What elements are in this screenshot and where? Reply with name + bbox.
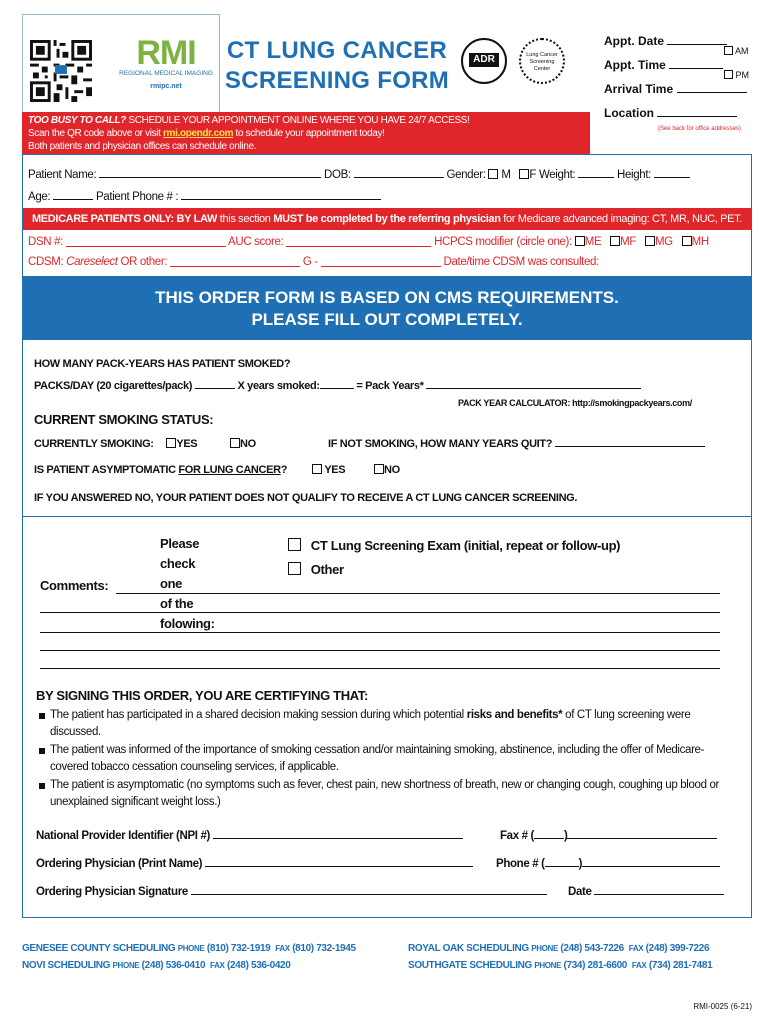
title-line-2: SCREENING FORM <box>224 67 450 94</box>
date-row <box>568 886 724 898</box>
genesee-phone-word: PHONE <box>177 944 205 953</box>
comments-line-2[interactable] <box>40 612 720 613</box>
gender-f-label: F <box>529 169 537 181</box>
g-field[interactable] <box>321 256 441 267</box>
title-line-1: CT LUNG CANCER <box>226 37 448 64</box>
npi-label: National Provider Identifier (NPI #) <box>36 830 210 842</box>
certify-list <box>36 707 736 811</box>
physician-name-label: Ordering Physician (Print Name) <box>36 858 203 870</box>
order-options <box>288 534 620 582</box>
patient-phone-field[interactable] <box>181 199 381 200</box>
patient-name-field[interactable] <box>99 177 321 178</box>
southgate-label: SOUTHGATE SCHEDULING <box>408 960 532 971</box>
medicare-bar-mid: this section <box>217 213 274 225</box>
years-quit-field[interactable] <box>555 446 705 447</box>
dsn-label: DSN #: <box>28 236 63 248</box>
cms-line-2: PLEASE FILL OUT COMPLETELY. <box>251 310 523 329</box>
appt-time-label: Appt. Time <box>604 58 666 72</box>
certify-item <box>50 707 736 741</box>
royal-phone-word: PHONE <box>531 944 558 953</box>
certify-item-1-bold: risks and benefits* <box>466 709 563 721</box>
genesee-label: GENESEE COUNTY SCHEDULING <box>22 943 176 954</box>
royal-phone[interactable]: (248) 543-7226 <box>560 943 624 954</box>
footer-royal-oak <box>408 940 709 957</box>
hcpcs-mg-checkbox[interactable] <box>645 236 655 246</box>
section-divider <box>23 516 751 517</box>
banner-busy-rest: SCHEDULE YOUR APPOINTMENT ONLINE WHERE YOU HAVE 24/7 ACCESS! <box>125 115 470 126</box>
appt-date-label: Appt. Date <box>604 34 664 48</box>
appointment-block <box>604 34 754 130</box>
appt-time-field[interactable] <box>669 68 723 69</box>
physician-name-field[interactable] <box>205 866 473 867</box>
location-note: (See back for office addresses) <box>658 126 741 132</box>
banner-line-2 <box>28 127 584 140</box>
southgate-fax: (734) 281-7481 <box>648 960 713 971</box>
patient-name-label: Patient Name: <box>28 169 97 181</box>
option-ct-screening-label: CT Lung Screening Exam (initial, repeat or follow-up) <box>310 538 621 553</box>
pack-years-question: HOW MANY PACK-YEARS HAS PATIENT SMOKED? <box>34 358 291 370</box>
southgate-phone[interactable]: (734) 281-6600 <box>563 960 627 971</box>
novi-fax: (248) 536-0420 <box>226 960 291 971</box>
cdsm-pre: CDSM: <box>28 256 67 268</box>
weight-field[interactable] <box>578 177 614 178</box>
cms-line-1: THIS ORDER FORM IS BASED ON CMS REQUIREMENTS. <box>155 288 619 307</box>
weight-label: Weight: <box>538 169 576 181</box>
comments-line-4[interactable] <box>40 650 720 651</box>
cdsm-careselect: Careselect <box>66 256 118 268</box>
signature-label: Ordering Physician Signature <box>36 886 188 898</box>
cdsm-field[interactable] <box>170 256 300 267</box>
currently-smoking-row <box>34 438 256 450</box>
gender-m-checkbox[interactable] <box>488 169 498 179</box>
certify-item-3: The patient is asymptomatic (no symptoms such as fever, chest pain, new shortness of breath, new or changing cough, coughing up blood or unexplained significant weight loss.) <box>50 779 719 808</box>
age-field[interactable] <box>53 199 93 200</box>
g-label: G - <box>302 256 318 268</box>
cms-banner <box>23 276 751 340</box>
schedule-online-link[interactable]: rmi.opendr.com <box>163 128 234 139</box>
hcpcs-label: HCPCS modifier (circle one): <box>434 236 572 248</box>
certify-heading: BY SIGNING THIS ORDER, YOU ARE CERTIFYING THAT: <box>36 688 368 703</box>
dob-field[interactable] <box>354 177 444 178</box>
fax-area-field[interactable] <box>534 838 564 839</box>
smoking-yes-label: YES <box>176 438 198 450</box>
years-smoked-label: X years smoked: <box>237 380 320 392</box>
hcpcs-mf-label: MF <box>620 236 637 248</box>
pm-label: PM <box>735 70 750 80</box>
lung-screening-badge-icon <box>519 38 565 84</box>
pack-years-field[interactable] <box>426 388 641 389</box>
fax-field[interactable] <box>567 838 717 839</box>
medicare-bar-post: for Medicare advanced imaging: CT, MR, NUC, PET. <box>500 213 743 225</box>
qr-code-icon[interactable] <box>30 40 92 102</box>
gender-f-checkbox[interactable] <box>519 169 529 179</box>
smoking-no-checkbox[interactable] <box>230 438 240 448</box>
certification <box>36 688 736 812</box>
southgate-phone-word: PHONE <box>534 961 562 970</box>
novi-phone-word: PHONE <box>112 961 140 970</box>
southgate-fax-word: FAX <box>631 961 647 970</box>
certify-item <box>50 777 736 811</box>
patient-row-1 <box>28 164 690 186</box>
dsn-field[interactable] <box>66 236 226 247</box>
option-ct-screening[interactable] <box>288 534 620 558</box>
footer-genesee <box>22 940 356 957</box>
certify-item <box>50 742 736 776</box>
signature-row <box>36 886 547 898</box>
age-label: Age: <box>28 191 51 203</box>
asymptomatic-post: ? <box>280 464 288 476</box>
adr-badge-text: ADR <box>469 53 499 67</box>
auc-label: AUC score: <box>228 236 284 248</box>
comments-label: Comments: <box>40 578 109 593</box>
hcpcs-me-checkbox[interactable] <box>575 236 585 246</box>
npi-row <box>36 830 463 842</box>
am-pm-checkboxes <box>724 46 749 94</box>
adr-badge-icon <box>461 38 507 84</box>
medicare-row-1 <box>28 232 748 252</box>
medicare-bar-pre: MEDICARE PATIENTS ONLY: BY LAW <box>31 213 218 225</box>
signature-field[interactable] <box>191 894 547 895</box>
date-label: Date <box>568 886 592 898</box>
footer-novi <box>22 957 290 974</box>
location-label: Location <box>604 106 654 120</box>
arrival-label: Arrival Time <box>604 82 674 96</box>
novi-phone[interactable]: (248) 536-0410 <box>141 960 206 971</box>
genesee-fax: (810) 732-1945 <box>292 943 356 954</box>
rmi-logo <box>116 34 216 100</box>
genesee-fax-word: FAX <box>275 944 290 953</box>
npi-field[interactable] <box>213 838 463 839</box>
check-one-line-1: Please check one <box>160 536 200 591</box>
dob-label: DOB: <box>324 169 351 181</box>
pm-option[interactable] <box>724 70 749 94</box>
certify-item-1-post: of CT lung screening were discussed. <box>50 709 691 738</box>
pack-years-row <box>34 380 641 392</box>
smoking-yes-checkbox[interactable] <box>166 438 176 448</box>
hcpcs-mh-checkbox[interactable] <box>682 236 692 246</box>
comments-row <box>40 578 720 593</box>
banner-scan-post: to schedule your appointment today! <box>233 128 385 139</box>
hcpcs-mg-label: MG <box>654 236 673 248</box>
phone-area-field[interactable] <box>545 866 579 867</box>
hcpcs-me-label: ME <box>584 236 602 248</box>
cdsm-post: OR other: <box>117 256 168 268</box>
years-quit-row <box>328 438 705 450</box>
height-field[interactable] <box>654 177 690 178</box>
genesee-phone[interactable]: (810) 732-1919 <box>206 943 271 954</box>
fax-row: Fax # ( ) <box>500 830 717 842</box>
online-scheduling-banner <box>22 112 590 154</box>
pack-year-calculator-link[interactable]: PACK YEAR CALCULATOR: http://smokingpackyears.com/ <box>458 398 692 408</box>
logo-brand: RMI <box>136 34 196 72</box>
auc-field[interactable] <box>286 236 431 247</box>
packs-day-label: PACKS/DAY (20 cigarettes/pack) <box>34 380 193 392</box>
physician-row <box>36 858 473 870</box>
gender-label: Gender: <box>446 169 486 181</box>
am-option[interactable] <box>724 46 749 70</box>
medicare-banner <box>23 208 751 230</box>
asymptomatic-no-label: NO <box>384 464 400 476</box>
banner-line-1 <box>28 114 584 127</box>
asymptomatic-pre: IS PATIENT ASYMPTOMATIC <box>34 464 179 476</box>
pack-years-label: = Pack Years* <box>356 380 424 392</box>
cdsm-datetime-label: Date/time CDSM was consulted: <box>443 256 599 268</box>
comments-line-5[interactable] <box>40 668 720 669</box>
logo-url[interactable]: rmipc.net <box>150 83 182 90</box>
smoking-no-label: NO <box>240 438 256 450</box>
years-quit-label: IF NOT SMOKING, HOW MANY YEARS QUIT? <box>328 438 553 450</box>
location-field[interactable] <box>657 116 737 117</box>
comments-line-3[interactable] <box>40 632 720 633</box>
footer-southgate <box>408 957 712 974</box>
hcpcs-mf-checkbox[interactable] <box>610 236 620 246</box>
height-label: Height: <box>617 169 652 181</box>
date-field[interactable] <box>594 894 724 895</box>
royal-label: ROYAL OAK SCHEDULING <box>408 943 529 954</box>
am-label: AM <box>735 46 749 56</box>
banner-line-3: Both patients and physician offices can schedule online. <box>28 141 257 152</box>
smoking-status-heading: CURRENT SMOKING STATUS: <box>34 412 214 427</box>
asymptomatic-yes-checkbox[interactable] <box>312 464 322 474</box>
option-other-label: Other <box>310 562 344 577</box>
certify-item-2: The patient was informed of the importance of smoking cessation and/or maintaining smoking, abstinence, including the offer of Medicare-covered tobacco cessation counseling services, if applicable. <box>50 744 705 773</box>
appt-date-field[interactable] <box>667 44 727 45</box>
hcpcs-mh-label: MH <box>691 236 709 248</box>
packs-day-field[interactable] <box>195 388 235 389</box>
royal-fax: (248) 399-7226 <box>645 943 710 954</box>
logo-subtitle: REGIONAL MEDICAL IMAGING <box>119 70 213 77</box>
asymptomatic-no-checkbox[interactable] <box>374 464 384 474</box>
gender-m-label: M <box>501 169 511 181</box>
asymptomatic-row <box>34 464 400 476</box>
novi-fax-word: FAX <box>210 961 225 970</box>
patient-info <box>28 164 690 208</box>
currently-smoking-label: CURRENTLY SMOKING: <box>34 438 154 450</box>
check-one-line-2: of the folowing: <box>160 596 215 631</box>
comments-field[interactable] <box>116 593 720 594</box>
certify-item-1-pre: The patient has participated in a shared decision making session during which potential <box>50 709 467 721</box>
novi-label: NOVI SCHEDULING <box>22 960 111 971</box>
phone-field[interactable] <box>582 866 720 867</box>
patient-row-2 <box>28 186 690 208</box>
phone-row: Phone # ( ) <box>496 858 720 870</box>
asymptomatic-underlined: FOR LUNG CANCER <box>178 464 281 476</box>
banner-busy: TOO BUSY TO CALL? <box>28 115 126 126</box>
lung-badge-text: Lung Cancer Screening Center <box>526 52 558 72</box>
royal-fax-word: FAX <box>628 944 644 953</box>
fax-label: Fax # ( <box>500 830 534 842</box>
not-qualify-notice: IF YOU ANSWERED NO, YOUR PATIENT DOES NOT QUALIFY TO RECEIVE A CT LUNG CANCER SCREENING. <box>34 492 578 504</box>
banner-scan-pre: Scan the QR code above or visit <box>28 128 163 139</box>
asymptomatic-yes-label: YES <box>324 464 346 476</box>
patient-phone-label: Patient Phone # : <box>95 191 179 203</box>
medicare-bar-bold: MUST be completed by the referring physician <box>273 213 501 225</box>
page-title <box>222 36 452 96</box>
form-code: RMI-0025 (6-21) <box>693 1002 752 1011</box>
phone-label: Phone # ( <box>496 858 545 870</box>
years-smoked-field[interactable] <box>320 388 354 389</box>
